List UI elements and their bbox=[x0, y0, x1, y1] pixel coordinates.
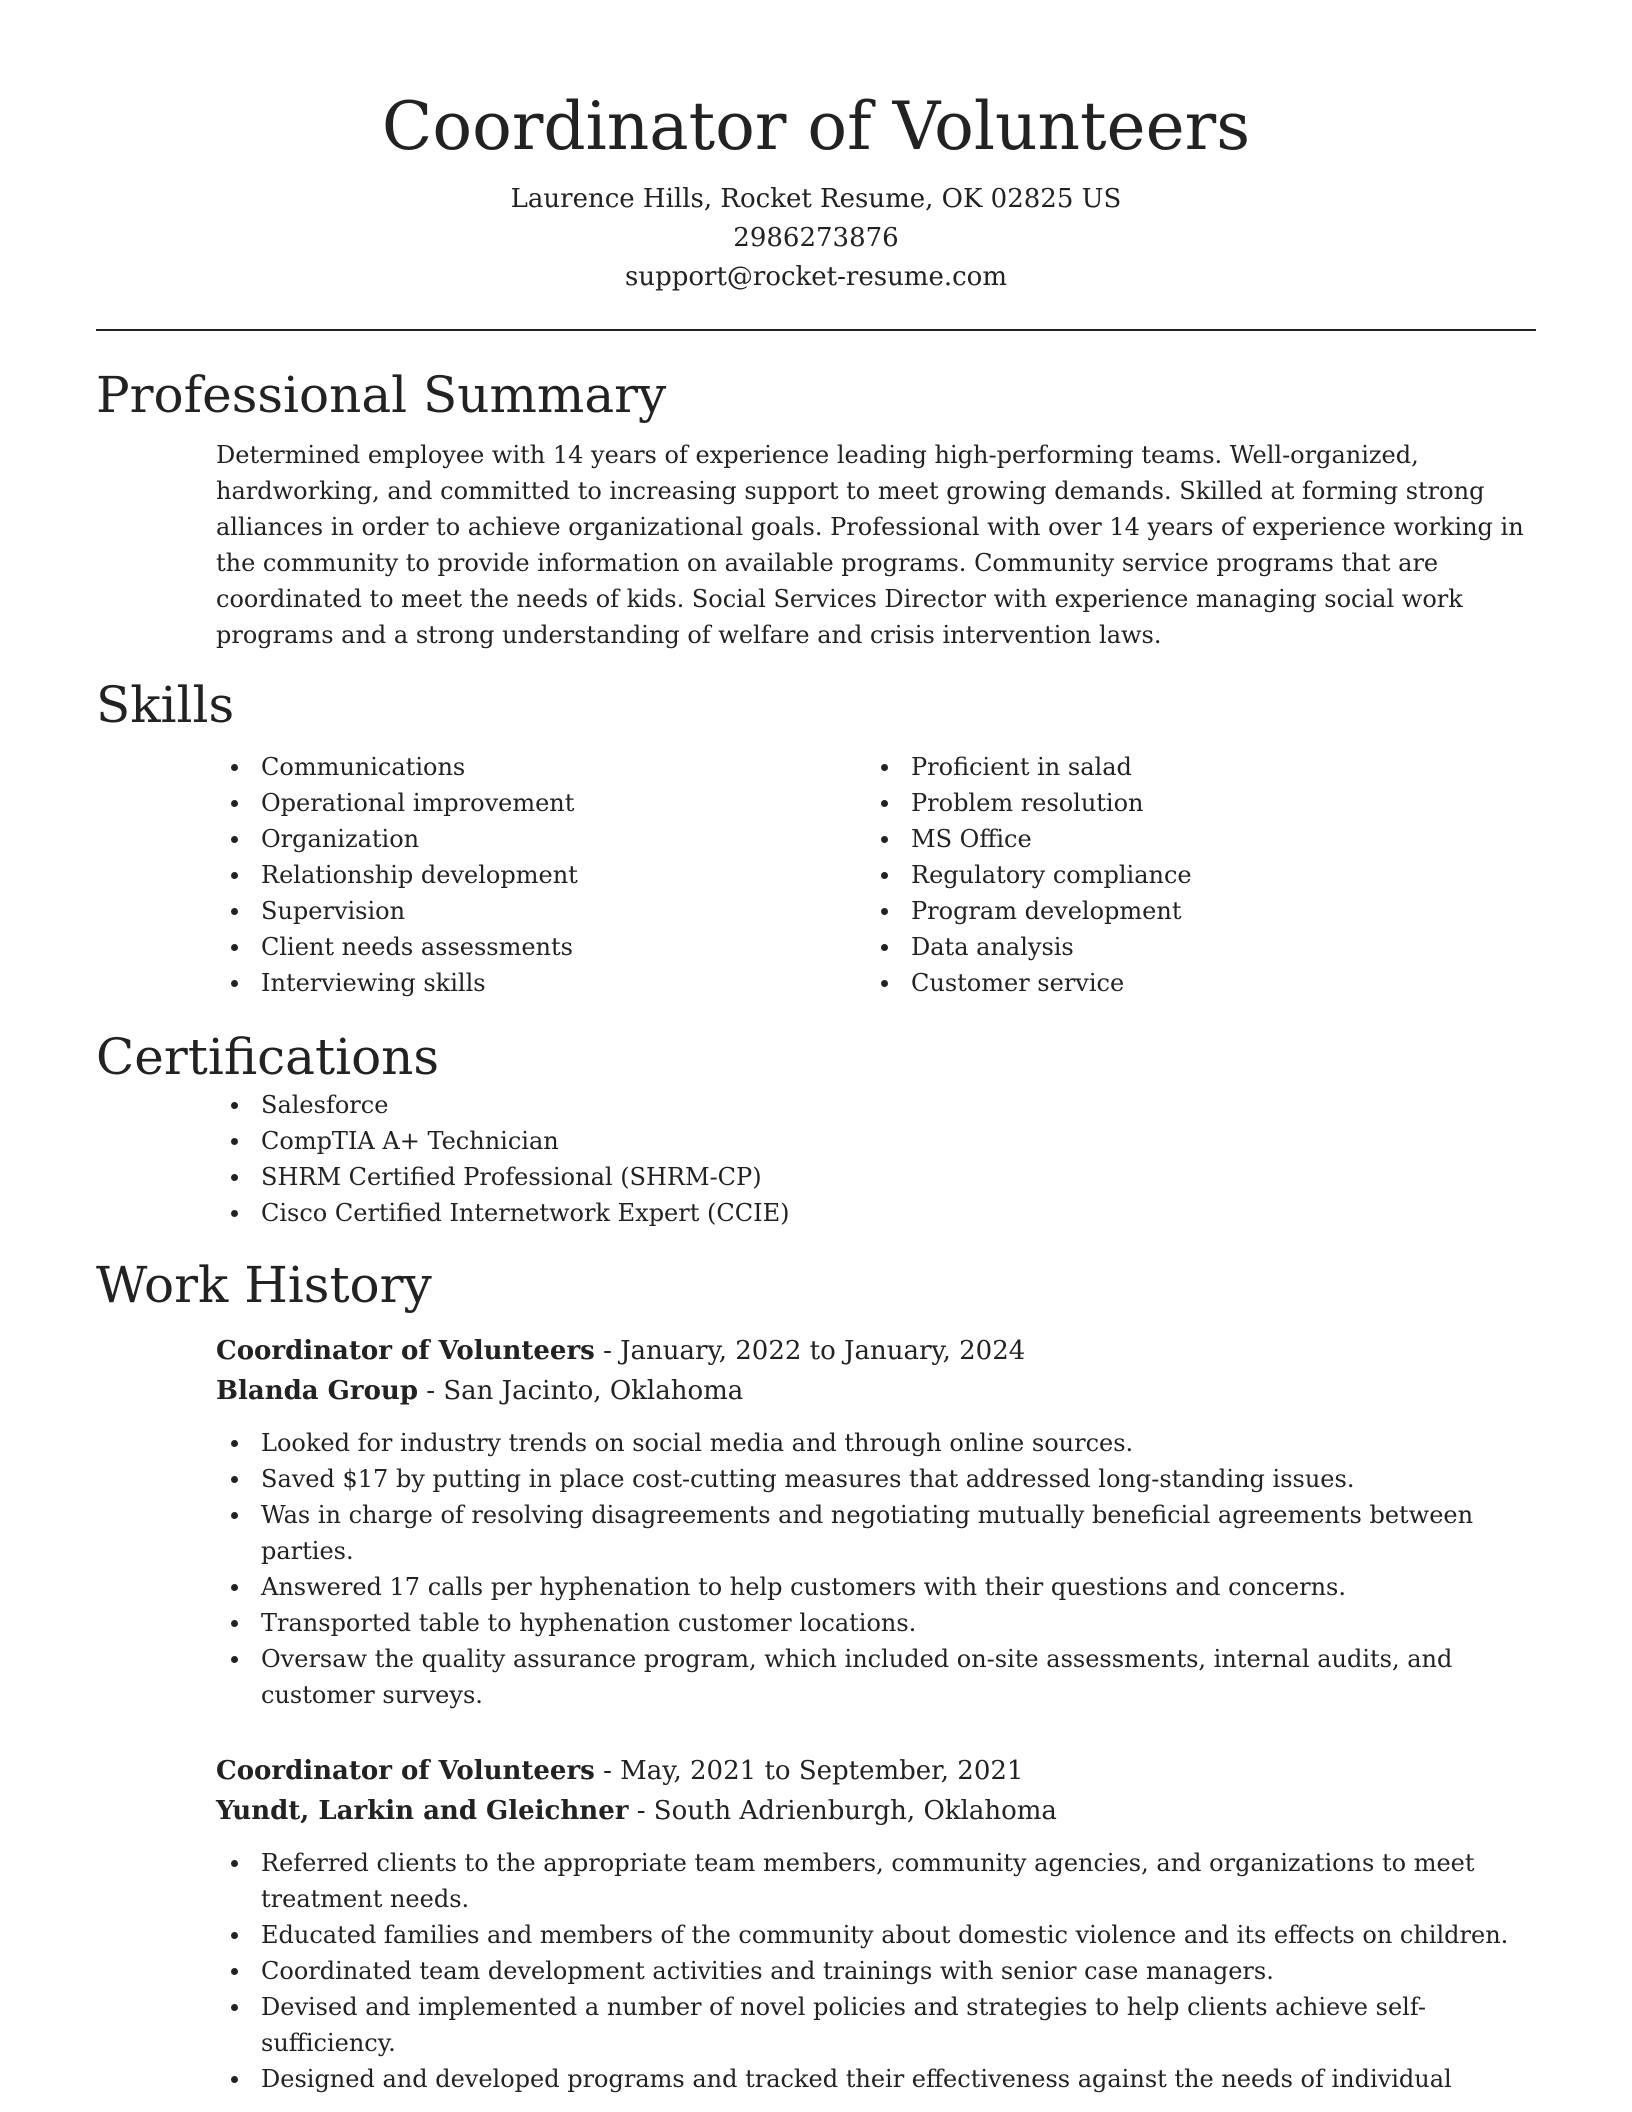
list-item: Operational improvement bbox=[96, 785, 746, 821]
section-professional-summary bbox=[96, 365, 1536, 653]
section-title-summary: Professional Summary bbox=[96, 366, 667, 424]
section-skills bbox=[96, 675, 1536, 1001]
list-item: Salesforce bbox=[96, 1087, 1536, 1123]
list-item: Organization bbox=[96, 821, 746, 857]
list-item: Data analysis bbox=[746, 929, 1396, 965]
list-item: Referred clients to the appropriate team members, community agencies, and organizations to meet treatment needs. bbox=[216, 1845, 1536, 1917]
job-company: Yundt, Larkin and Gleichner bbox=[216, 1796, 629, 1826]
list-item: SHRM Certified Professional (SHRM-CP) bbox=[96, 1159, 1536, 1195]
section-title-certifications: Certifications bbox=[96, 1028, 440, 1086]
resume-name-title: Coordinator of Volunteers bbox=[381, 88, 1251, 165]
job-role: Coordinator of Volunteers bbox=[216, 1756, 595, 1786]
job-company-line bbox=[216, 1371, 1536, 1411]
list-item: Was in charge of resolving disagreements and negotiating mutually beneficial agreements between parties. bbox=[216, 1497, 1536, 1569]
job-bullets bbox=[216, 1425, 1536, 1713]
job-dates: - May, 2021 to September, 2021 bbox=[594, 1756, 1024, 1786]
list-item: Customer service bbox=[746, 965, 1396, 1001]
job-bullet-list bbox=[216, 1845, 1536, 2097]
list-item: Educated families and members of the community about domestic violence and its effects on children. bbox=[216, 1917, 1536, 1953]
contact-block bbox=[96, 180, 1536, 297]
job-company: Blanda Group bbox=[216, 1376, 419, 1406]
list-item: MS Office bbox=[746, 821, 1396, 857]
job-role: Coordinator of Volunteers bbox=[216, 1336, 595, 1366]
contact-email: support@rocket-resume.com bbox=[624, 262, 1007, 292]
job-title-line bbox=[216, 1331, 1536, 1371]
job-entry bbox=[216, 1331, 1536, 1713]
skills-column-right bbox=[746, 749, 1396, 1001]
list-item: Problem resolution bbox=[746, 785, 1396, 821]
job-title-line bbox=[216, 1751, 1536, 1791]
section-title-work-history: Work History bbox=[96, 1256, 432, 1314]
list-item: CompTIA A+ Technician bbox=[96, 1123, 1536, 1159]
list-item: Cisco Certified Internetwork Expert (CCIE) bbox=[96, 1195, 1536, 1231]
list-item: Interviewing skills bbox=[96, 965, 746, 1001]
skills-list-right bbox=[746, 749, 1396, 1001]
skills-columns bbox=[96, 749, 1536, 1001]
list-item: Designed and developed programs and tracked their effectiveness against the needs of individual bbox=[216, 2061, 1536, 2097]
job-bullets bbox=[216, 1845, 1536, 2097]
section-certifications bbox=[96, 1027, 1536, 1231]
list-item: Looked for industry trends on social media and through online sources. bbox=[216, 1425, 1536, 1461]
job-entry bbox=[216, 1751, 1536, 2097]
summary-text: Determined employee with 14 years of experience leading high-performing teams. Well-organized, hardworking, and committed to increasing support to meet growing demands. Skilled at forming strong alliances in order to achieve organizational goals. Professional with over 14 years of experience working in the community to provide information on available programs. Community service programs that are coordinated to meet the needs of kids. Social Services Director with experience managing social work programs and a strong understanding of welfare and crisis intervention laws. bbox=[216, 441, 1524, 649]
list-item: Oversaw the quality assurance program, which included on-site assessments, internal audits, and customer surveys. bbox=[216, 1641, 1536, 1713]
list-item: Relationship development bbox=[96, 857, 746, 893]
list-item: Coordinated team development activities and trainings with senior case managers. bbox=[216, 1953, 1536, 1989]
section-title-skills: Skills bbox=[96, 676, 235, 734]
contact-address: Laurence Hills, Rocket Resume, OK 02825 US bbox=[510, 184, 1122, 214]
list-item: Client needs assessments bbox=[96, 929, 746, 965]
list-item: Answered 17 calls per hyphenation to help customers with their questions and concerns. bbox=[216, 1569, 1536, 1605]
section-work-history bbox=[96, 1255, 1536, 2097]
list-item: Proficient in salad bbox=[746, 749, 1396, 785]
list-item: Communications bbox=[96, 749, 746, 785]
job-dates: - January, 2022 to January, 2024 bbox=[594, 1336, 1026, 1366]
list-item: Program development bbox=[746, 893, 1396, 929]
skills-column-left bbox=[96, 749, 746, 1001]
list-item: Regulatory compliance bbox=[746, 857, 1396, 893]
header-divider bbox=[96, 329, 1536, 331]
certifications-list bbox=[96, 1087, 1536, 1231]
list-item: Saved $17 by putting in place cost-cutting measures that addressed long-standing issues. bbox=[216, 1461, 1536, 1497]
job-location: - San Jacinto, Oklahoma bbox=[418, 1376, 744, 1406]
resume-page bbox=[96, 0, 1536, 2097]
job-bullet-list bbox=[216, 1425, 1536, 1713]
job-location: - South Adrienburgh, Oklahoma bbox=[628, 1796, 1057, 1826]
list-item: Supervision bbox=[96, 893, 746, 929]
job-company-line bbox=[216, 1791, 1536, 1831]
list-item: Transported table to hyphenation customer locations. bbox=[216, 1605, 1536, 1641]
skills-list-left bbox=[96, 749, 746, 1001]
list-item: Devised and implemented a number of novel policies and strategies to help clients achieve self-sufficiency. bbox=[216, 1989, 1536, 2061]
contact-phone: 2986273876 bbox=[733, 223, 899, 253]
